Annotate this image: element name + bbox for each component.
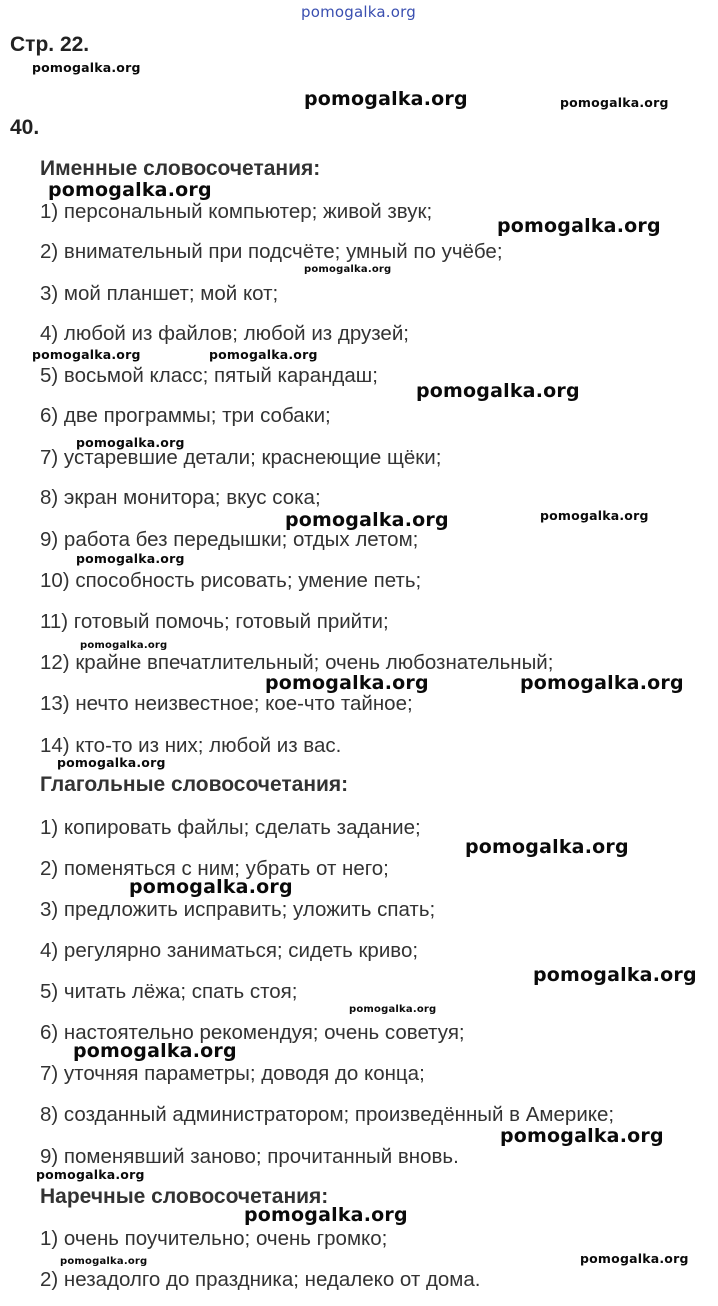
watermark: pomogalka.org — [304, 88, 468, 110]
watermark: pomogalka.org — [416, 380, 580, 402]
watermark: pomogalka.org — [301, 3, 416, 21]
list-item: 5) читать лёжа; спать стоя; — [40, 980, 298, 1003]
list-item: 4) регулярно заниматься; сидеть криво; — [40, 939, 419, 962]
watermark: pomogalka.org — [73, 1040, 237, 1062]
watermark: pomogalka.org — [36, 1167, 145, 1182]
watermark: pomogalka.org — [304, 264, 392, 275]
list-item: 6) две программы; три собаки; — [40, 404, 331, 427]
list-item: 6) настоятельно рекомендуя; очень советуя; — [40, 1021, 465, 1044]
list-item: 4) любой из файлов; любой из друзей; — [40, 322, 409, 345]
watermark: pomogalka.org — [349, 1004, 437, 1015]
list-item: 7) устаревшие детали; краснеющие щёки; — [40, 446, 442, 469]
exercise-number: 40. — [10, 116, 40, 139]
list-item: 1) очень поучительно; очень громко; — [40, 1227, 388, 1250]
watermark: pomogalka.org — [497, 215, 661, 237]
list-item: 1) копировать файлы; сделать задание; — [40, 816, 421, 839]
watermark: pomogalka.org — [265, 672, 429, 694]
watermark: pomogalka.org — [57, 755, 166, 770]
watermark: pomogalka.org — [540, 508, 649, 523]
watermark: pomogalka.org — [244, 1204, 408, 1226]
watermark: pomogalka.org — [48, 179, 212, 201]
list-item: 7) уточняя параметры; доводя до конца; — [40, 1062, 425, 1085]
list-item: 2) незадолго до праздника; недалеко от дома. — [40, 1268, 481, 1291]
list-item: 8) созданный администратором; произведённый в Америке; — [40, 1103, 615, 1126]
list-item: 9) работа без передышки; отдых летом; — [40, 528, 419, 551]
watermark: pomogalka.org — [560, 95, 669, 110]
watermark: pomogalka.org — [533, 964, 697, 986]
list-item: 13) нечто неизвестное; кое-что тайное; — [40, 692, 413, 715]
list-item: 3) мой планшет; мой кот; — [40, 282, 279, 305]
list-item: 10) способность рисовать; умение петь; — [40, 569, 422, 592]
watermark: pomogalka.org — [80, 640, 168, 651]
list-item: 2) поменяться с ним; убрать от него; — [40, 857, 389, 880]
watermark: pomogalka.org — [465, 836, 629, 858]
list-item: 9) поменявший заново; прочитанный вновь. — [40, 1145, 459, 1168]
watermark: pomogalka.org — [76, 551, 185, 566]
list-item: 1) персональный компьютер; живой звук; — [40, 200, 433, 223]
section-title-adverbial: Наречные словосочетания: — [40, 1185, 329, 1208]
watermark: pomogalka.org — [60, 1256, 148, 1267]
list-item: 11) готовый помочь; готовый прийти; — [40, 610, 389, 633]
watermark: pomogalka.org — [76, 435, 185, 450]
list-item: 3) предложить исправить; уложить спать; — [40, 898, 436, 921]
watermark: pomogalka.org — [580, 1251, 689, 1266]
page-number: Стр. 22. — [10, 33, 90, 56]
watermark: pomogalka.org — [520, 672, 684, 694]
watermark: pomogalka.org — [129, 876, 293, 898]
watermark: pomogalka.org — [209, 347, 318, 362]
watermark: pomogalka.org — [32, 347, 141, 362]
section-title-verbal: Глагольные словосочетания: — [40, 773, 349, 796]
watermark: pomogalka.org — [285, 509, 449, 531]
list-item: 5) восьмой класс; пятый карандаш; — [40, 364, 378, 387]
list-item: 14) кто-то из них; любой из вас. — [40, 734, 342, 757]
section-title-nominal: Именные словосочетания: — [40, 157, 321, 180]
list-item: 8) экран монитора; вкус сока; — [40, 486, 321, 509]
list-item: 12) крайне впечатлительный; очень любознательный; — [40, 651, 554, 674]
watermark: pomogalka.org — [32, 60, 141, 75]
list-item: 2) внимательный при подсчёте; умный по учёбе; — [40, 240, 503, 263]
watermark: pomogalka.org — [500, 1125, 664, 1147]
